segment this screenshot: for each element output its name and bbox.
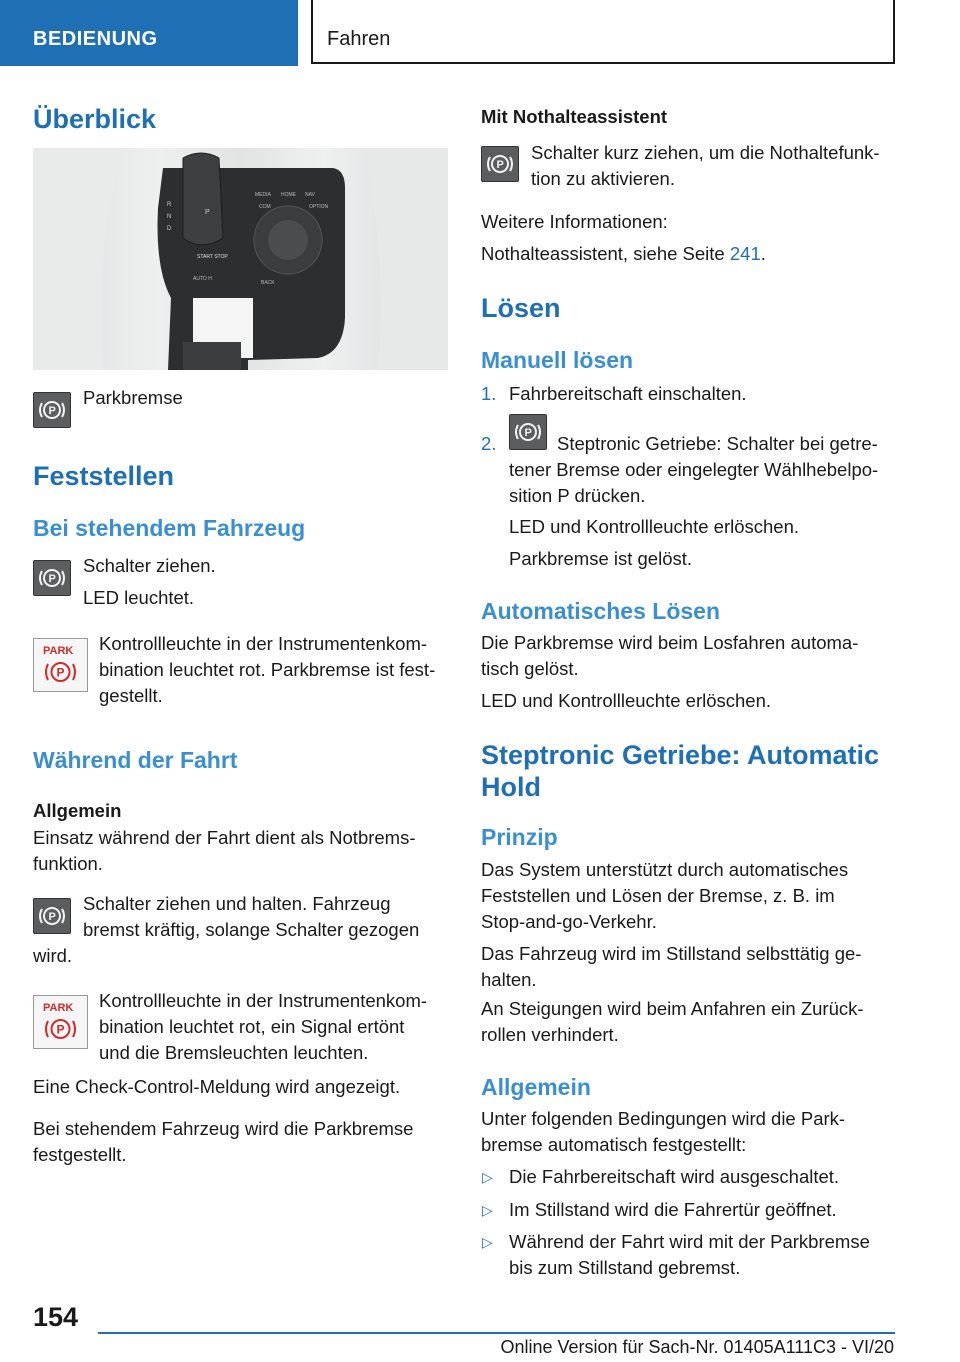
seat-left-shape	[33, 148, 123, 370]
idrive-knob-shape	[268, 220, 308, 260]
parkbrake-switch-icon	[509, 414, 547, 450]
svg-text:P: P	[524, 427, 532, 439]
step-number: 1.	[481, 383, 497, 404]
text-line: Steptronic Getriebe: Automatic	[481, 740, 880, 770]
photo-label: BACK	[261, 280, 275, 286]
kontroll-text-1	[99, 631, 435, 709]
text-line: Feststellen und Lösen der Bremse, z. B. im	[481, 885, 835, 906]
step-text: Parkbremse ist gelöst.	[509, 548, 693, 569]
kontroll-text-2	[99, 988, 427, 1066]
prinzip-text-2	[481, 941, 861, 993]
page-header	[0, 0, 960, 66]
chapter-tab: Fahren	[311, 0, 895, 64]
parkbrake-switch-shape	[183, 342, 241, 370]
prinzip-text-3	[481, 996, 864, 1048]
step-text: tener Bremse oder eingelegter Wählhebelpo-	[509, 459, 879, 480]
bei-stehend-text	[33, 1116, 413, 1168]
text-line: Die Parkbremse wird beim Losfahren automa-	[481, 632, 859, 653]
park-warning-icon	[33, 638, 88, 692]
nothalte-text	[531, 140, 880, 192]
heading-loesen: Lösen	[481, 293, 561, 323]
allgemein-text	[481, 1106, 845, 1158]
photo-label: NAV	[305, 192, 315, 198]
bullet-icon: ▷	[482, 1202, 493, 1218]
text-line: tisch gelöst.	[481, 658, 579, 679]
parkbrake-switch-icon	[481, 146, 519, 182]
subheading-fahrt: Während der Fahrt	[33, 747, 238, 773]
text-line: tion zu aktivieren.	[531, 168, 675, 189]
heading-nothalte: Mit Nothalteassistent	[481, 106, 668, 127]
svg-text:P: P	[496, 159, 504, 171]
svg-text:P: P	[48, 911, 56, 923]
text-line: bination leuchtet rot. Parkbremse ist fest-	[99, 659, 436, 680]
bullet-text: Im Stillstand wird die Fahrertür geöffnet.	[509, 1199, 837, 1220]
parkbrake-switch-icon	[33, 898, 71, 934]
step-text: Fahrbereitschaft einschalten.	[509, 383, 747, 404]
text-line: Schalter ziehen.	[83, 555, 216, 576]
step-number: 2.	[481, 433, 497, 454]
gear-console-photo	[33, 148, 448, 370]
text-line: Das Fahrzeug wird im Stillstand selbsttätig ge-	[481, 943, 862, 964]
text-line: rollen verhindert.	[481, 1024, 619, 1045]
heading-allgemein: Allgemein	[33, 800, 122, 821]
page-number: 154	[33, 1302, 79, 1332]
footer-rule	[98, 1332, 895, 1334]
text-line: LED leuchtet.	[83, 587, 195, 608]
page-link[interactable]: 241	[729, 243, 761, 264]
bullet-icon: ▷	[482, 1234, 493, 1250]
subheading-stehend: Bei stehendem Fahrzeug	[33, 515, 306, 541]
gear-lever-shape	[183, 153, 223, 245]
text-line: Bei stehendem Fahrzeug wird die Parkbremse	[33, 1118, 414, 1139]
text-line: wird.	[33, 945, 73, 966]
footer-text: Online Version für Sach-Nr. 01405A111C3 - VI/20	[500, 1337, 894, 1357]
photo-label: MEDIA	[255, 192, 271, 198]
subheading-manuell: Manuell lösen	[481, 347, 634, 373]
photo-label: COM	[259, 204, 271, 210]
text-line: halten.	[481, 969, 537, 990]
park-icon-p: P	[56, 665, 65, 680]
parkbremse-label: Parkbremse	[83, 387, 183, 408]
heading-automatic-hold	[481, 739, 896, 803]
auto-text	[481, 630, 858, 682]
seat-right-shape	[363, 148, 448, 370]
section-tab: BEDIENUNG	[0, 0, 298, 66]
text-line: bremse automatisch festgestellt:	[481, 1134, 747, 1155]
text-line: Stop-and-go-Verkehr.	[481, 911, 657, 932]
text-line: bremst kräftig, solange Schalter gezogen	[83, 919, 420, 940]
photo-label: P	[205, 209, 210, 216]
parkbrake-switch-icon	[33, 392, 71, 428]
subheading-prinzip: Prinzip	[481, 824, 558, 850]
photo-label: D	[167, 226, 172, 232]
weitere-text: Weitere Informationen:	[481, 211, 668, 232]
text-line: An Steigungen wird beim Anfahren ein Zurück-	[481, 998, 864, 1019]
photo-label: R	[167, 202, 172, 208]
text-line: gestellt.	[99, 685, 163, 706]
subheading-auto: Automatisches Lösen	[481, 598, 720, 624]
park-icon-text: PARK	[43, 645, 74, 657]
einsatz-text	[33, 825, 416, 877]
photo-label: START STOP	[197, 254, 228, 260]
park-icon-p: P	[56, 1022, 65, 1037]
bullet-icon: ▷	[482, 1169, 493, 1185]
parkbrake-switch-icon	[33, 560, 71, 596]
text-line: Kontrollleuchte in der Instrumentenkom-	[99, 990, 428, 1011]
photo-label: AUTO H	[193, 276, 212, 282]
text-line: Während der Fahrt wird mit der Parkbremse	[509, 1231, 870, 1252]
park-warning-icon	[33, 995, 88, 1049]
ref-suffix: .	[760, 243, 766, 264]
text-line: Das System unterstützt durch automatisches	[481, 859, 849, 880]
step-text: LED und Kontrollleuchte erlöschen.	[509, 516, 800, 537]
text-line: funktion.	[33, 853, 103, 874]
text-line: bis zum Stillstand gebremst.	[509, 1257, 741, 1278]
heading-overview: Überblick	[33, 104, 157, 134]
text-line: Schalter ziehen und halten. Fahrzeug	[83, 893, 391, 914]
text-line: Unter folgenden Bedingungen wird die Park-	[481, 1108, 846, 1129]
heading-feststellen: Feststellen	[33, 461, 175, 491]
auto-led-text: LED und Kontrollleuchte erlöschen.	[481, 690, 772, 711]
photo-label: OPTION	[309, 204, 329, 210]
photo-label: HOME	[281, 192, 296, 198]
bullet-text	[509, 1229, 870, 1281]
text-line: Kontrollleuchte in der Instrumentenkom-	[99, 633, 428, 654]
check-control-text: Eine Check-Control-Meldung wird angezeigt.	[33, 1076, 401, 1097]
text-line: festgestellt.	[33, 1144, 127, 1165]
bullet-text: Die Fahrbereitschaft wird ausgeschaltet.	[509, 1166, 840, 1187]
text-line: Hold	[481, 772, 541, 802]
text-line: und die Bremsleuchten leuchten.	[99, 1042, 369, 1063]
prinzip-text-1	[481, 857, 848, 935]
photo-label: N	[167, 214, 172, 220]
text-line: bination leuchtet rot, ein Signal ertönt	[99, 1016, 405, 1037]
step-text: Steptronic Getriebe: Schalter bei getre-	[557, 433, 878, 454]
text-line: Einsatz während der Fahrt dient als Notbrems-	[33, 827, 416, 848]
svg-text:P: P	[48, 573, 56, 585]
text-line: Schalter kurz ziehen, um die Nothaltefunk-	[531, 142, 880, 163]
step-text: sition P drücken.	[509, 485, 646, 506]
console-illustration	[33, 148, 448, 370]
svg-text:P: P	[48, 405, 56, 417]
ref-prefix: Nothalteassistent, siehe Seite	[481, 243, 730, 264]
nothalte-reference	[481, 241, 766, 267]
subheading-allgemein: Allgemein	[481, 1074, 591, 1100]
park-icon-text: PARK	[43, 1002, 74, 1014]
